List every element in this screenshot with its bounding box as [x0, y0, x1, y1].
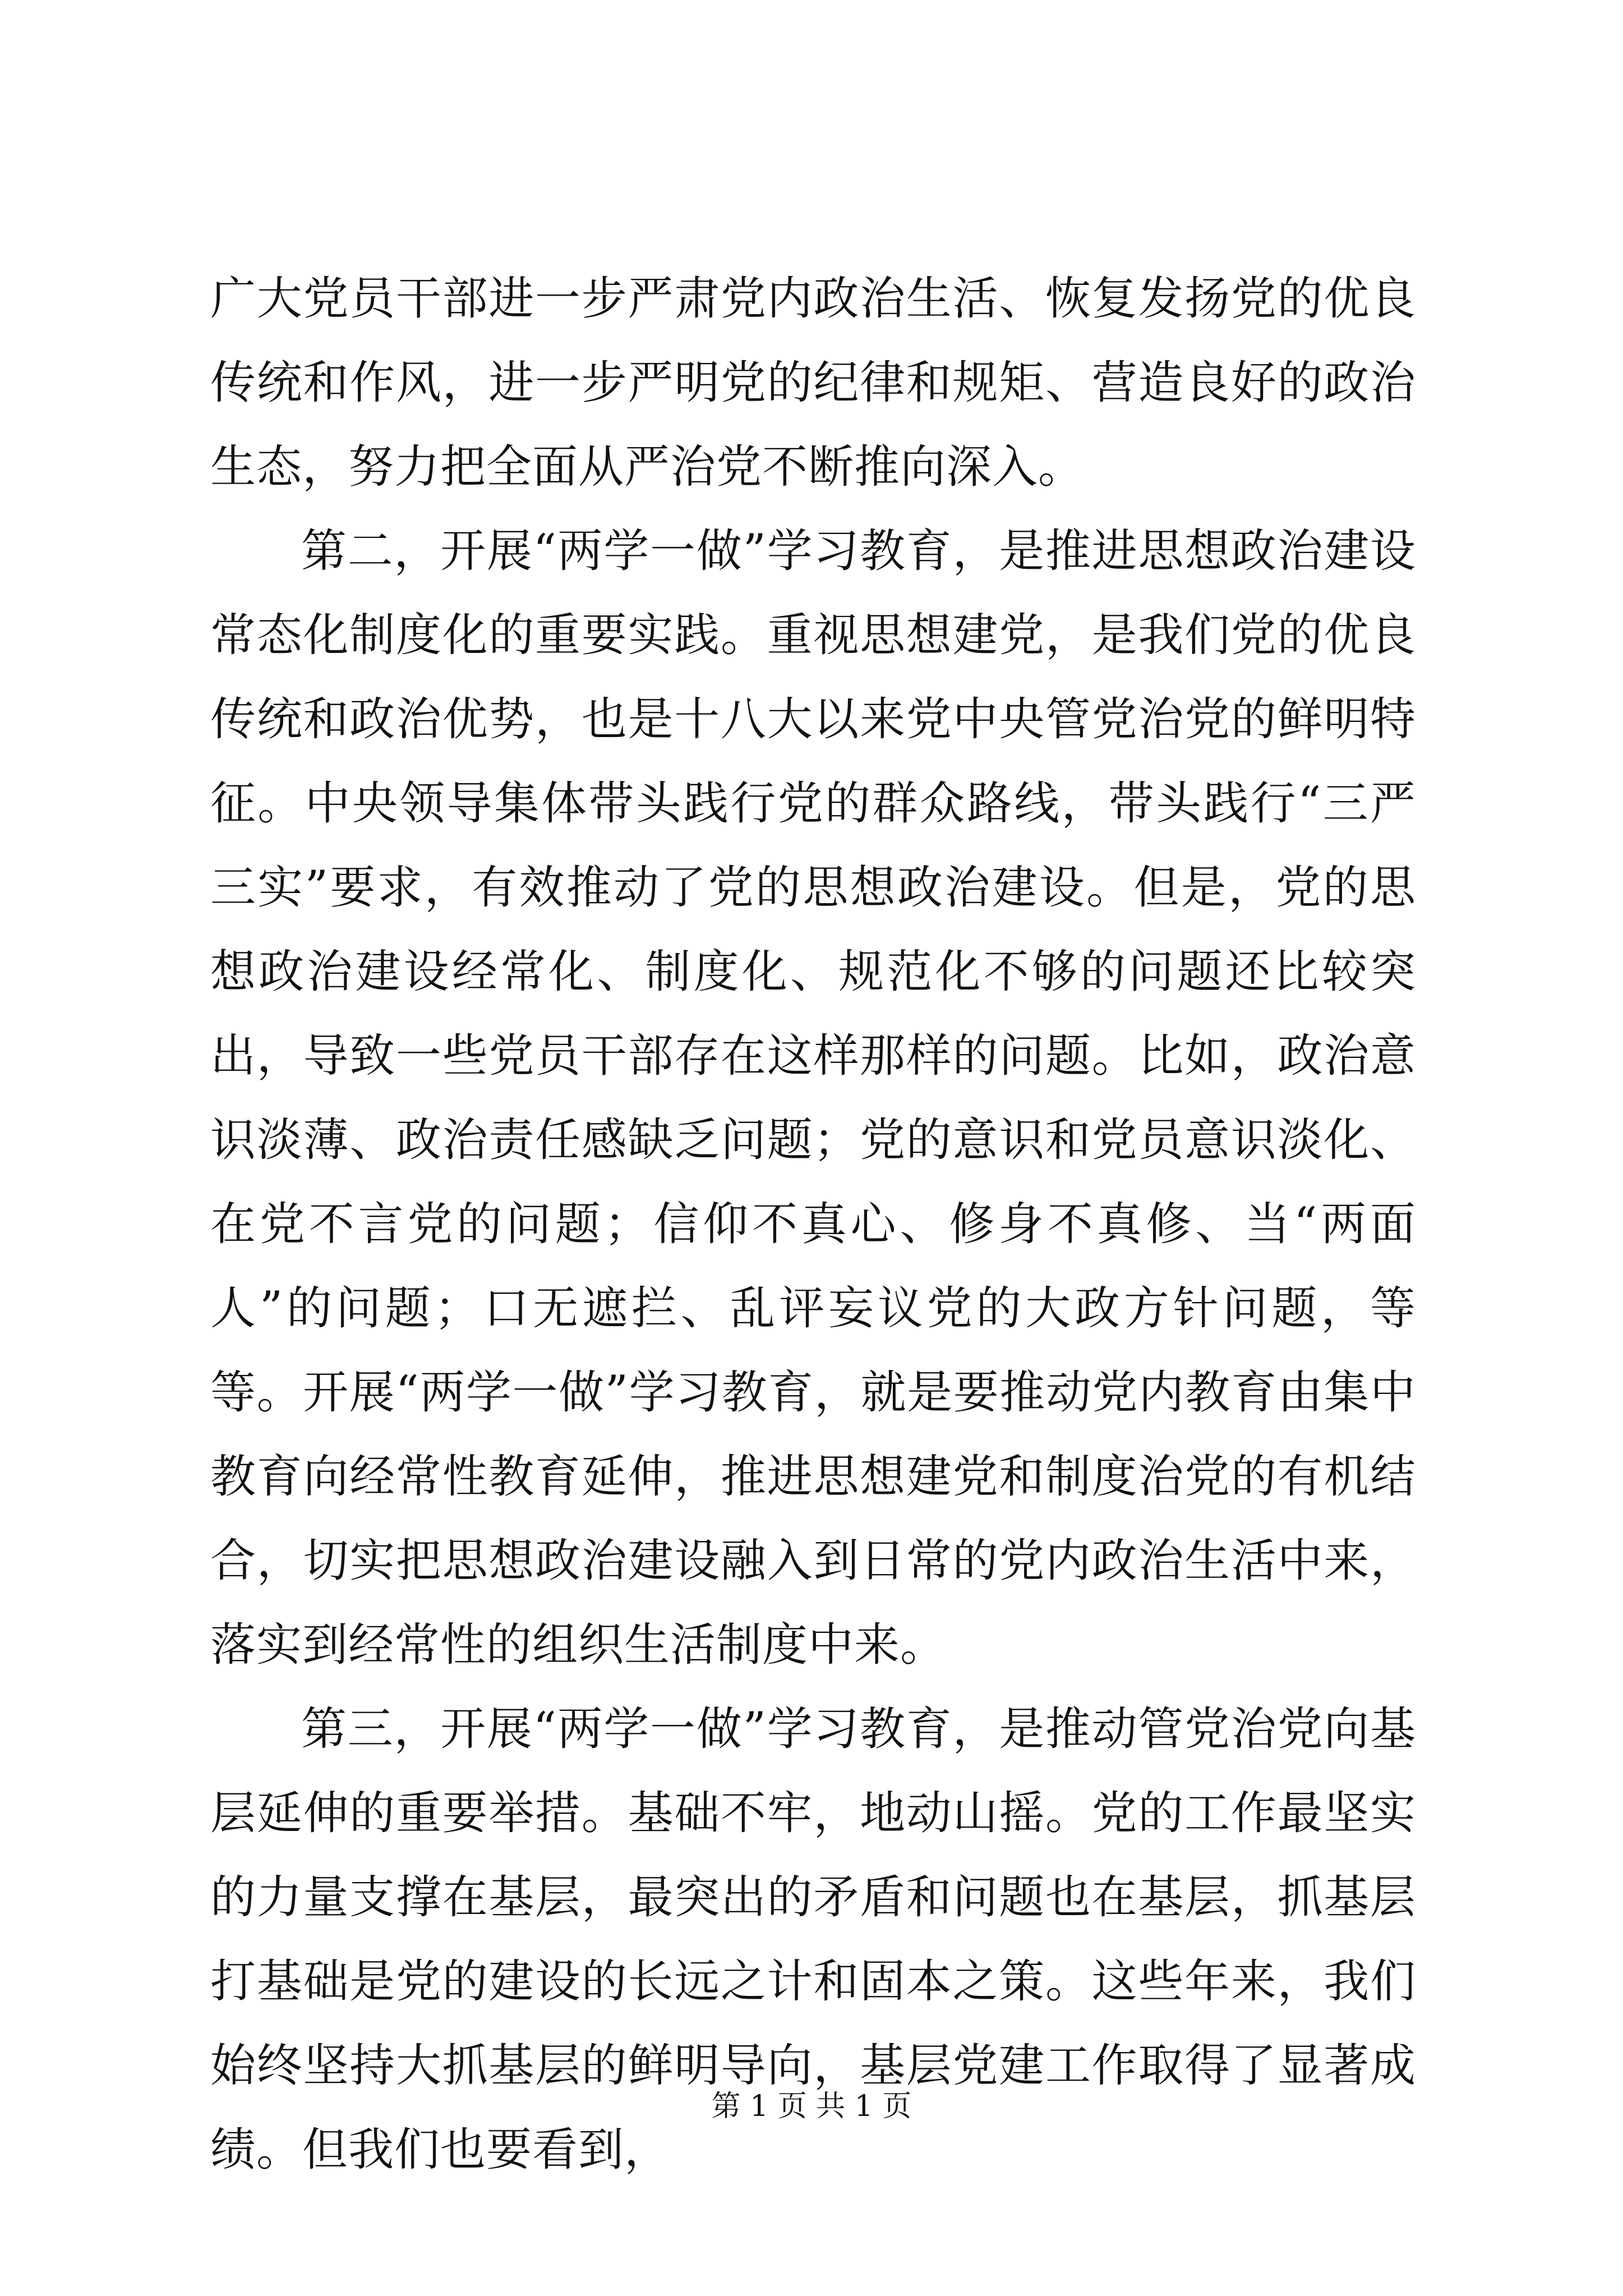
- paragraph-1: 广大党员干部进一步严肃党内政治生活、恢复发扬党的优良传统和作风，进一步严明党的纪律和规矩、营造良好的政治生态，努力把全面从严治党不断推向深入。: [210, 273, 1416, 494]
- page-footer: 第 1 页 共 1 页: [711, 2090, 912, 2123]
- paragraph-3: 第三，开展“两学一做”学习教育，是推动管党治党向基层延伸的重要举措。基础不牢，地动山摇。党的工作最坚实的力量支撑在基层，最突出的矛盾和问题也在基层，抓基层打基础是党的建设的长远之计和固本之策。这些年来，我们始终坚持大抓基层的鲜明导向，基层党建工作取得了显著成绩。但我们也要看到，: [210, 1703, 1416, 2177]
- paragraph-2: 第二，开展“两学一做”学习教育，是推进思想政治建设常态化制度化的重要实践。重视思想建党，是我们党的优良传统和政治优势，也是十八大以来党中央管党治党的鲜明特征。中央领导集体带头践行党的群众路线，带头践行“三严三实”要求，有效推动了党的思想政治建设。但是，党的思想政治建设经常化、制度化、规范化不够的问题还比较突出，导致一些党员干部存在这样那样的问题。比如，政治意识淡薄、政治责任感缺乏问题；党的意识和党员意识淡化、在党不言党的问题；信仰不真心、修身不真修、当“两面人”的问题；口无遮拦、乱评妄议党的大政方针问题，等等。开展“两学一做”学习教育，就是要推动党内教育由集中教育向经常性教育延伸，推进思想建党和制度治党的有机结合，切实把思想政治建设融入到日常的党内政治生活中来，落实到经常性的组织生活制度中来。: [210, 525, 1416, 1672]
- document-body: [210, 257, 1416, 2192]
